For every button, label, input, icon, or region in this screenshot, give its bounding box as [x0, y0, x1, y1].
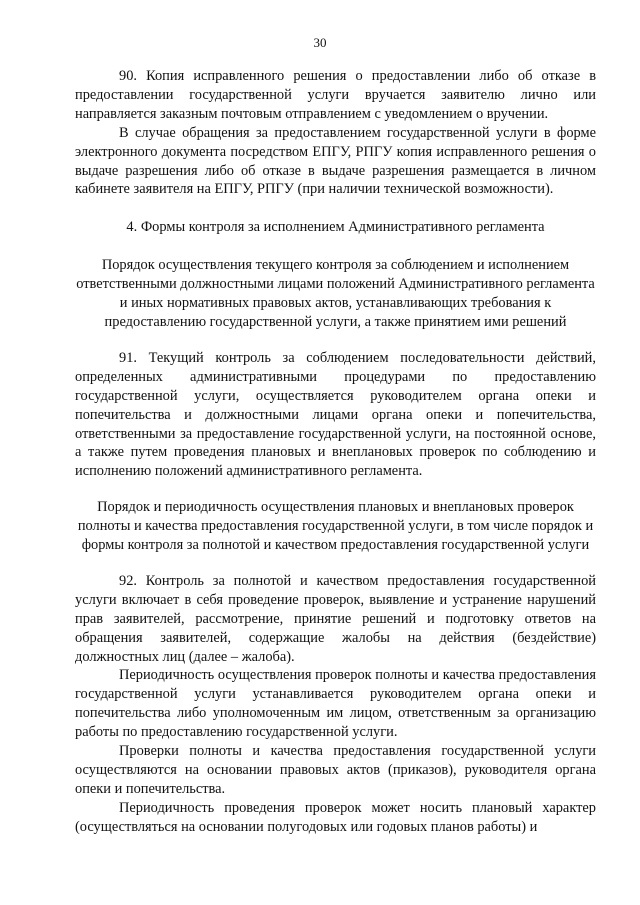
- spacer: [75, 237, 596, 256]
- subheading-inspections: Порядок и периодичность осуществления плановых и внеплановых проверок полноты и качества предоставления государственной услуги, в том числе порядок и формы контроля за полнотой и качеством предоставления государственной услуги: [77, 499, 594, 554]
- paragraph-90-electronic: В случае обращения за предоставлением государственной услуги в форме электронного документа посредством ЕПГУ, РПГУ копия исправленного решения о выдаче разрешения либо об отказе в выдаче разрешения размещается в личном кабинете заявителя на ЕПГУ, РПГУ (при наличии технической возможности).: [75, 124, 596, 198]
- spacer: [75, 199, 596, 218]
- spacer: [75, 481, 596, 498]
- paragraph-90: 90. Копия исправленного решения о предоставлении либо об отказе в предоставлении государственной услуги вручается заявителю лично или направляется заказным почтовым отправлением с уведомлением о вручении.: [75, 68, 596, 122]
- subheading-current-control: Порядок осуществления текущего контроля за соблюдением и исполнением ответственными должностными лицами положений Административного регламента и иных нормативных правовых актов, устанавливающих требования к предоставлению государственной услуги, а также принятием ими решений: [76, 257, 595, 330]
- spacer: [75, 332, 596, 349]
- paragraph-92: 92. Контроль за полнотой и качеством предоставления государственной услуги включает в себя проведение проверок, выявление и устранение нарушений прав заявителей, рассмотрение, принятие решений и подготовку ответов на обращения заявителей, содержащие жалобы на действия (бездействие) должностных лиц (далее – жалоба).: [75, 572, 596, 665]
- page-content: [75, 67, 596, 837]
- page-number: 30: [313, 35, 327, 50]
- section-heading: 4. Формы контроля за исполнением Административного регламента: [126, 219, 545, 236]
- spacer: [75, 555, 596, 572]
- paragraph-92-periodicity: Периодичность осуществления проверок полноты и качества предоставления государственной услуги устанавливается руководителем органа опеки и попечительства либо уполномоченным им лицом, ответственным за организацию работы по предоставлению государственной услуги.: [75, 667, 596, 741]
- paragraph-91: 91. Текущий контроль за соблюдением последовательности действий, определенных административными процедурами по предоставлению государственной услуги, осуществляется руководителем органа опеки и попечительства и должностными лицами органа опеки и попечительства, ответственными за предоставление государственной услуги, на постоянной основе, а также путем проведения плановых и внеплановых проверок по соблюдению и исполнению положений административного регламента.: [75, 349, 596, 480]
- paragraph-92-inspections-basis: Проверки полноты и качества предоставления государственной услуги осуществляются на основании правовых актов (приказов), руководителя органа опеки и попечительства.: [75, 743, 596, 797]
- paragraph-92-planned: Периодичность проведения проверок может носить плановый характер (осуществляться на основании полугодовых или годовых планов работы) и: [75, 799, 596, 835]
